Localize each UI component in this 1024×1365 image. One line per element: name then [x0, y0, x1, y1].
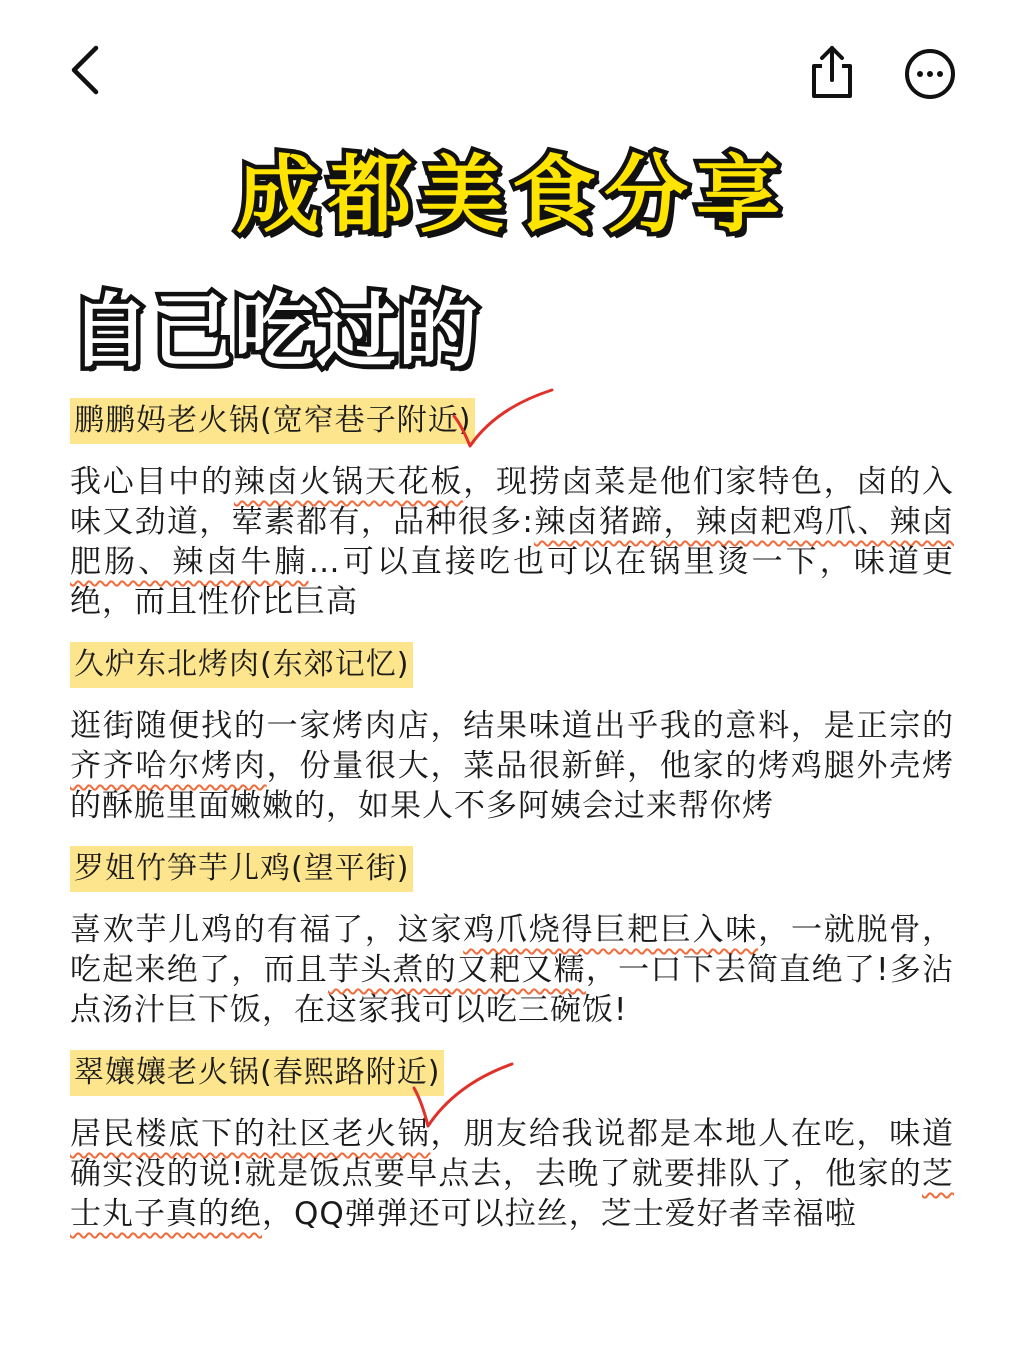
- restaurant-name: 鹏鹏妈老火锅(宽窄巷子附近): [70, 398, 475, 444]
- description-text: ，一口下去简直绝了!多沾点汤汁巨下饭，在这家我可以吃三碗饭!: [70, 952, 955, 1028]
- share-icon[interactable]: [804, 42, 860, 102]
- page-title: 成都美食分享: [235, 146, 788, 244]
- description-text: 我心目中的: [70, 464, 234, 500]
- highlighted-text: 辣卤猪蹄，辣卤耙鸡爪、辣卤肥肠、辣卤牛腩: [70, 504, 954, 580]
- highlighted-text: 芋头煮的又耙又糯: [327, 952, 586, 988]
- highlighted-text: 辣卤火锅天花板: [233, 464, 464, 500]
- section-heading: 自己吃过的: [70, 285, 480, 378]
- highlighted-text: 齐齐哈尔烤肉: [70, 748, 267, 784]
- restaurant-section: [70, 1050, 954, 1234]
- description-text: ，朋友给我说都是本地人在吃，味道确实没的说!就是饭点要早点去，去晚了就要排队了，他家的: [70, 1116, 955, 1192]
- restaurant-description: [70, 910, 954, 1030]
- description-text: …可以直接吃也可以在锅里烫一下，味道更绝，而且性价比巨高: [70, 544, 955, 620]
- chevron-left-icon[interactable]: [62, 42, 110, 98]
- restaurant-section: [70, 846, 954, 1030]
- restaurant-description: [70, 706, 954, 826]
- restaurant-description: [70, 1114, 954, 1234]
- more-dots-icon[interactable]: [900, 44, 960, 104]
- description-text: ，QQ弹弹还可以拉丝，芝士爱好者幸福啦: [262, 1196, 857, 1232]
- top-bar: [0, 0, 1024, 140]
- restaurant-list: [70, 398, 954, 1254]
- restaurant-name: 罗姐竹笋芋儿鸡(望平街): [70, 846, 413, 892]
- description-text: 逛街随便找的一家烤肉店，结果味道出乎我的意料，是正宗的: [70, 708, 954, 744]
- description-text: 喜欢芋儿鸡的有福了，这家: [70, 912, 464, 948]
- highlighted-text: 芝士丸子真的绝: [70, 1156, 954, 1232]
- restaurant-section: [70, 398, 954, 622]
- restaurant-name: 久炉东北烤肉(东郊记忆): [70, 642, 413, 688]
- description-text: ，现捞卤菜是他们家特色，卤的入味又劲道，荤素都有，品种很多:: [70, 464, 955, 540]
- description-text: ，一就脱骨，吃起来绝了，而且: [70, 912, 955, 988]
- restaurant-name: 翠孃孃老火锅(春熙路附近): [70, 1050, 444, 1096]
- restaurant-section: [70, 642, 954, 826]
- restaurant-description: [70, 462, 954, 622]
- highlighted-text: 鸡爪烧得巨耙巨入味: [463, 912, 759, 948]
- highlighted-text: 居民楼底下的社区老火锅: [70, 1116, 431, 1152]
- description-text: ，份量很大，菜品很新鲜，他家的烤鸡腿外壳烤的酥脆里面嫩嫩的，如果人不多阿姨会过来帮你烤: [70, 748, 955, 824]
